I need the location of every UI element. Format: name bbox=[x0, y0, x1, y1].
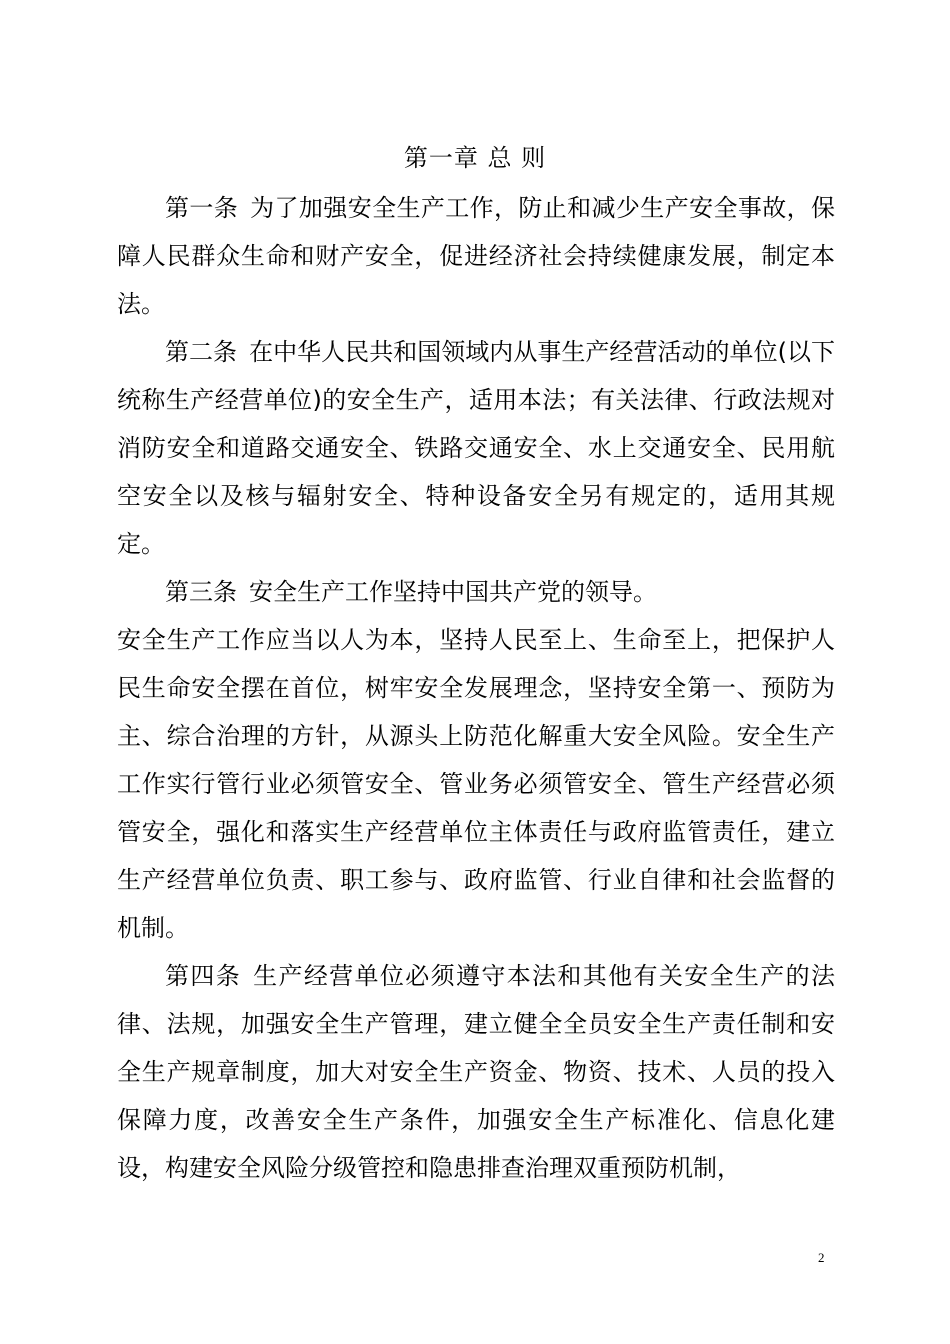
article-text: 生产经营单位必须遵守本法和其他有关安全生产的法律、法规，加强安全生产管理，建立健全全员安全生产责任制和安全生产规章制度，加大对安全生产资金、物资、技术、人员的投入保障力度，改善安全生产条件，加强安全生产标准化、信息化建设，构建安全风险分级管控和隐患排查治理双重预防机制， bbox=[117, 962, 836, 1182]
article-label: 第四条 bbox=[165, 962, 242, 990]
article-3-continuation: 安全生产工作应当以人为本，坚持人民至上、生命至上，把保护人民生命安全摆在首位，树牢安全发展理念，坚持安全第一、预防为主、综合治理的方针，从源头上防范化解重大安全风险。安全生产工作实行管行业必须管安全、管业务必须管安全、管生产经营必须管安全，强化和落实生产经营单位主体责任与政府监管责任，建立生产经营单位负责、职工参与、政府监管、行业自律和社会监督的机制。 bbox=[117, 626, 835, 942]
article-text: 安全生产工作坚持中国共产党的领导。 bbox=[249, 578, 657, 606]
document-body bbox=[117, 184, 835, 1192]
article-text: 为了加强安全生产工作，防止和减少生产安全事故，保障人民群众生命和财产安全，促进经济社会持续健康发展，制定本法。 bbox=[117, 194, 836, 318]
article-1 bbox=[117, 184, 835, 328]
article-4 bbox=[117, 952, 835, 1192]
article-2 bbox=[117, 328, 835, 568]
article-3 bbox=[117, 568, 835, 616]
article-label: 第三条 bbox=[165, 578, 237, 606]
article-label: 第二条 bbox=[165, 338, 238, 366]
article-label: 第一条 bbox=[165, 194, 239, 222]
article-text: 在中华人民共和国领域内从事生产经营活动的单位(以下统称生产经营单位)的安全生产，适用本法；有关法律、行政法规对消防安全和道路交通安全、铁路交通安全、水上交通安全、民用航空安全以及核与辐射安全、特种设备安全另有规定的，适用其规定。 bbox=[117, 338, 835, 558]
page-number: 2 bbox=[818, 1250, 825, 1265]
chapter-title: 第一章 总 则 bbox=[403, 144, 547, 172]
